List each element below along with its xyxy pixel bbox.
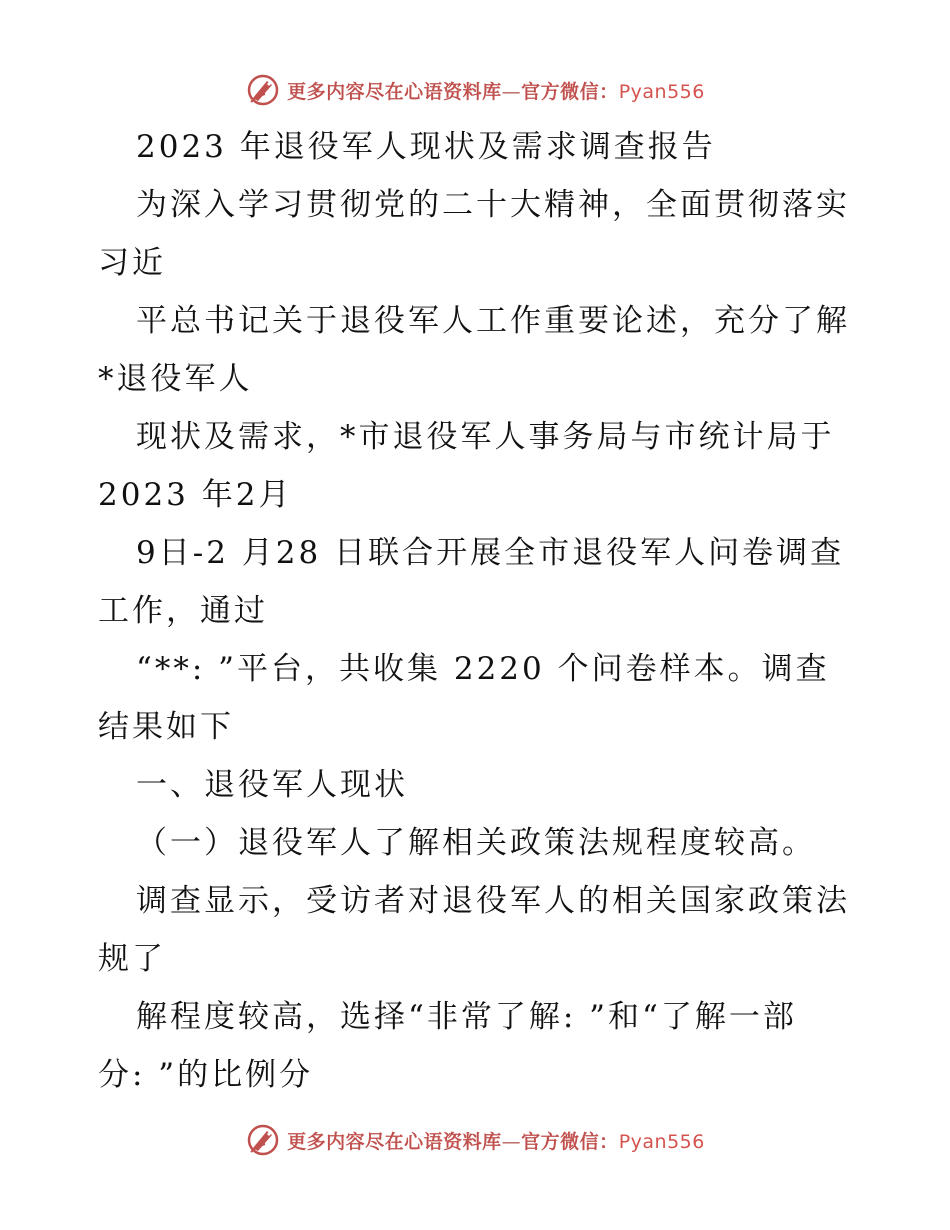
paragraph-line: 9日-2 月28 日联合开展全市退役军人问卷调查 (136, 535, 845, 571)
paragraph-line: 习近 (98, 245, 166, 281)
paragraph-line: 为深入学习贯彻党的二十大精神，全面贯彻落实 (136, 187, 850, 223)
document-title: 2023 年退役军人现状及需求调查报告 (136, 129, 716, 165)
watermark-separator: — (501, 80, 522, 103)
watermark-wechat-label: 官方微信： (521, 1130, 619, 1153)
paragraph-line: 工作，通过 (98, 593, 268, 629)
watermark-text (287, 77, 705, 104)
paragraph-line: 结果如下 (98, 709, 234, 745)
section-heading: 一、退役军人现状 (136, 767, 408, 803)
document-body (0, 118, 950, 1104)
paragraph-line: 平总书记关于退役军人工作重要论述，充分了解 (136, 303, 850, 339)
watermark-wechat-id: Pyan556 (618, 1130, 705, 1153)
watermark-separator: — (501, 1130, 522, 1153)
paragraph-line: “**: ”平台，共收集 2220 个问卷样本。调查 (136, 651, 830, 687)
pen-nib-circle-icon (245, 72, 281, 108)
paragraph-line: 调查显示，受访者对退役军人的相关国家政策法 (136, 883, 850, 919)
pen-nib-circle-icon (245, 1122, 281, 1158)
watermark-group (245, 1122, 705, 1158)
watermark-wechat-label: 官方微信： (521, 80, 619, 103)
watermark-group (245, 72, 705, 108)
paragraph-line: 2023 年2月 (98, 477, 293, 513)
subsection-heading: （一）退役军人了解相关政策法规程度较高。 (136, 825, 816, 861)
footer-watermark (0, 1120, 950, 1160)
watermark-site-text: 更多内容尽在心语资料库 (287, 1130, 502, 1153)
paragraph-line: 规了 (98, 941, 166, 977)
paragraph-line: 现状及需求，*市退役军人事务局与市统计局于 (136, 419, 835, 455)
paragraph-line: 解程度较高，选择“非常了解: ”和“了解一部 (136, 999, 797, 1035)
paragraph-line: *退役军人 (98, 361, 253, 397)
paragraph-line: 分: ”的比例分 (98, 1057, 314, 1093)
watermark-wechat-id: Pyan556 (618, 80, 705, 103)
watermark-text (287, 1127, 705, 1154)
watermark-site-text: 更多内容尽在心语资料库 (287, 80, 502, 103)
header-watermark (0, 70, 950, 110)
